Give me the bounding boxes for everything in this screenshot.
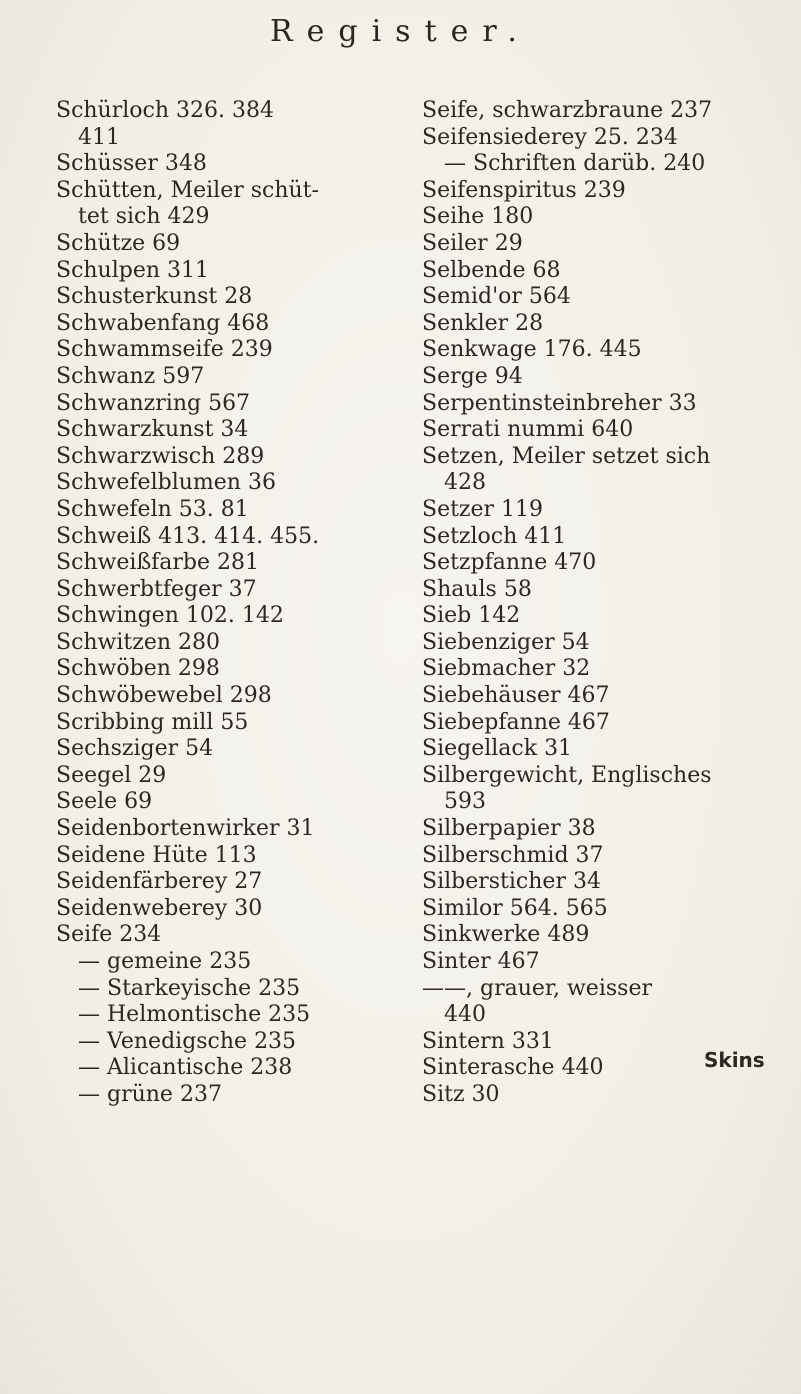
index-entry: Schweißfarbe 281 (56, 550, 260, 576)
index-subentry: — Venedigsche 235 (78, 1028, 297, 1054)
index-entry: Setzer 119 (422, 496, 544, 522)
left-index-column (56, 98, 406, 1109)
index-subentry: — gemeine 235 (78, 949, 252, 974)
index-entry: Seegel 29 (56, 762, 167, 788)
index-entry: Schwingen 102. 142 (56, 603, 284, 629)
index-entry: Seife, schwarzbraune 237 (422, 98, 713, 123)
index-entry: Schusterkunst 28 (56, 284, 253, 310)
index-entry: Seidenfärberey 27 (56, 869, 263, 895)
index-entry: Setzloch 411 (422, 523, 567, 549)
index-entry: Silberpapier 38 (422, 816, 596, 842)
index-entry: Setzen, Meiler setzet sich (422, 443, 711, 469)
index-entry: Silbergewicht, Englisches (422, 762, 712, 788)
index-entry: Schulpen 311 (56, 257, 210, 283)
index-entry: tet sich 429 (78, 204, 210, 230)
index-entry: Serrati nummi 640 (422, 417, 634, 443)
index-entry: Seidene Hüte 113 (56, 842, 257, 868)
index-entry: Schwöbewebel 298 (56, 683, 272, 709)
index-entry: Schwarzwisch 289 (56, 443, 265, 469)
index-subentry: ——, grauer, weisser (422, 975, 652, 1001)
index-entry: Serpentinsteinbreher 33 (422, 390, 697, 416)
index-entry: Silbersticher 34 (422, 869, 601, 895)
index-entry: Similor 564. 565 (422, 895, 608, 921)
index-entry: Seihe 180 (422, 204, 534, 230)
index-entry: Siebehäuser 467 (422, 683, 610, 709)
index-entry: Schwefelblumen 36 (56, 470, 276, 496)
index-entry: Seifensiederey 25. 234 (422, 124, 678, 150)
index-entry: Schüsser 348 (56, 151, 207, 177)
index-entry: Schwabenfang 468 (56, 310, 270, 336)
index-entry: Siebenziger 54 (422, 629, 590, 655)
index-entry: Schütten, Meiler schüt- (56, 177, 319, 203)
index-entry: Setzpfanne 470 (422, 550, 597, 576)
index-entry: Schwanz 597 (56, 363, 205, 389)
index-entry: Schwammseife 239 (56, 337, 273, 363)
index-subentry: — Helmontische 235 (78, 1002, 311, 1028)
index-entry: 593 (444, 789, 486, 815)
index-entry: Senkler 28 (422, 310, 544, 336)
index-entry: Schwarzkunst 34 (56, 417, 249, 443)
index-entry: Seidenweberey 30 (56, 895, 263, 921)
index-entry: Scribbing mill 55 (56, 709, 249, 735)
index-entry: Siebepfanne 467 (422, 709, 610, 735)
index-entry: Schütze 69 (56, 230, 181, 256)
index-entry: 411 (78, 124, 120, 150)
index-entry: Schürloch 326. 384 (56, 98, 274, 123)
index-entry: Schwerbtfeger 37 (56, 576, 257, 602)
index-entry: Silberschmid 37 (422, 842, 604, 868)
index-entry: Sechsziger 54 (56, 736, 214, 762)
index-entry: Sintern 331 (422, 1028, 554, 1054)
index-entry: Senkwage 176. 445 (422, 337, 642, 363)
index-entry: Serge 94 (422, 363, 523, 389)
index-entry: Schwitzen 280 (56, 629, 221, 655)
index-entry: Sinter 467 (422, 949, 540, 974)
right-index-column (422, 98, 782, 1109)
index-entry: Seidenbortenwirker 31 (56, 816, 315, 842)
index-entry: Schwanzring 567 (56, 390, 251, 416)
index-entry: Sinterasche 440 (422, 1055, 604, 1081)
catchword: Skins (704, 1048, 765, 1072)
index-subentry: — Alicantische 238 (78, 1055, 293, 1081)
index-entry: Siegellack 31 (422, 736, 573, 762)
index-entry: Semid'or 564 (422, 284, 571, 310)
index-entry: Seiler 29 (422, 230, 523, 256)
index-entry: Seife 234 (56, 922, 162, 948)
index-entry: Siebmacher 32 (422, 656, 591, 682)
index-entry: 440 (444, 1002, 486, 1028)
index-entry: Seele 69 (56, 789, 153, 815)
index-subentry: — grüne 237 (78, 1081, 222, 1107)
index-subentry: — Starkeyische 235 (78, 975, 301, 1001)
index-entry: Schwefeln 53. 81 (56, 496, 249, 522)
index-entry: Shauls 58 (422, 576, 532, 602)
index-entry: Sieb 142 (422, 603, 521, 629)
page-header: Register. (270, 14, 531, 49)
index-entry: Selbende 68 (422, 257, 561, 283)
index-entry: Sinkwerke 489 (422, 922, 590, 948)
index-entry: Schweiß 413. 414. 455. (56, 523, 320, 549)
index-entry: Sitz 30 (422, 1081, 500, 1107)
index-entry: 428 (444, 470, 486, 496)
index-entry: Seifenspiritus 239 (422, 177, 626, 203)
index-subentry: — Schriften darüb. 240 (444, 151, 706, 177)
index-entry: Schwöben 298 (56, 656, 220, 682)
